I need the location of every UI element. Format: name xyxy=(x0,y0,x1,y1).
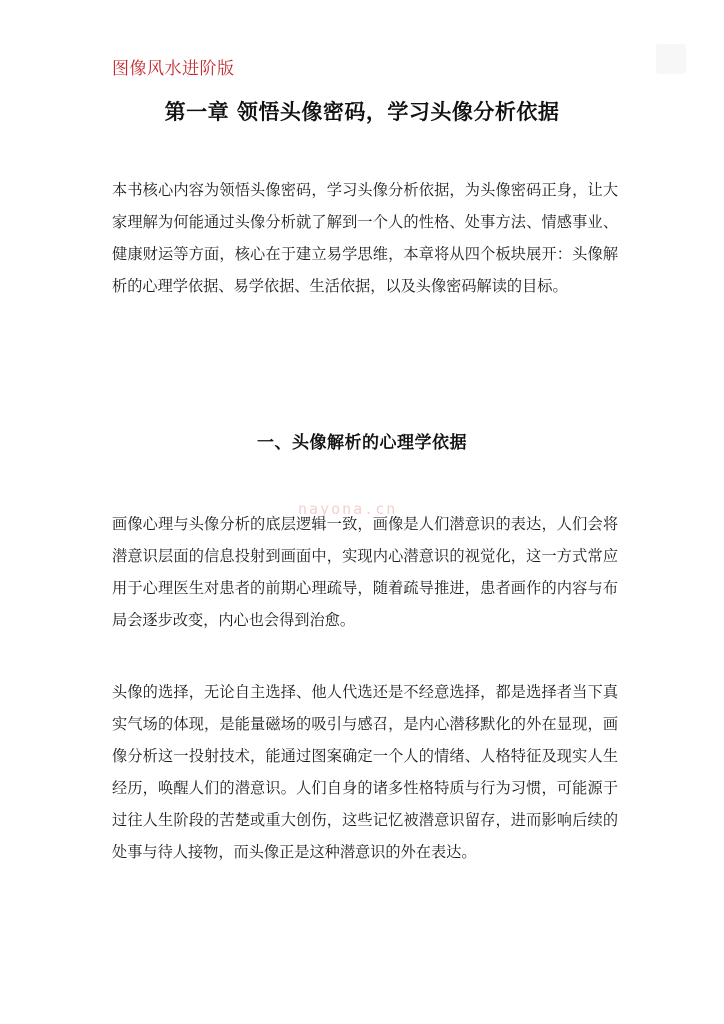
intro-paragraph: 本书核心内容为领悟头像密码，学习头像分析依据，为头像密码正身，让大家理解为何能通过头像分析就了解到一个人的性格、处事方法、情感事业、健康财运等方面，核心在于建立易学思维，本章将从四个板块展开：头像解析的心理学依据、易学依据、生活依据，以及头像密码解读的目标。 xyxy=(112,181,618,295)
body-paragraph-2: 头像的选择，无论自主选择、他人代选还是不经意选择，都是选择者当下真实气场的体现，是能量磁场的吸引与感召，是内心潜移默化的外在显现，画像分析这一投射技术，能通过图案确定一个人的情绪、人格特征及现实人生经历，唤醒人们的潜意识。人们自身的诸多性格特质与行为习惯，可能源于过往人生阶段的苦楚或重大创伤，这些记忆被潜意识留存，进而影响后续的处事与待人接物，而头像正是这种潜意识的外在表达。 xyxy=(112,683,618,861)
watermark: nayona.cn xyxy=(298,500,398,518)
corner-mark xyxy=(656,44,686,74)
chapter-title: 第一章 领悟头像密码，学习头像分析依据 xyxy=(164,100,560,124)
header-tag: 图像风水进阶版 xyxy=(112,59,235,79)
body-paragraph-1: 画像心理与头像分析的底层逻辑一致，画像是人们潜意识的表达，人们会将潜意识层面的信息投射到画面中，实现内心潜意识的视觉化，这一方式常应用于心理医生对患者的前期心理疏导，随着疏导推进，患者画作的内容与布局会逐步改变，内心也会得到治愈。 xyxy=(112,515,618,629)
section-heading: 一、头像解析的心理学依据 xyxy=(257,433,467,453)
